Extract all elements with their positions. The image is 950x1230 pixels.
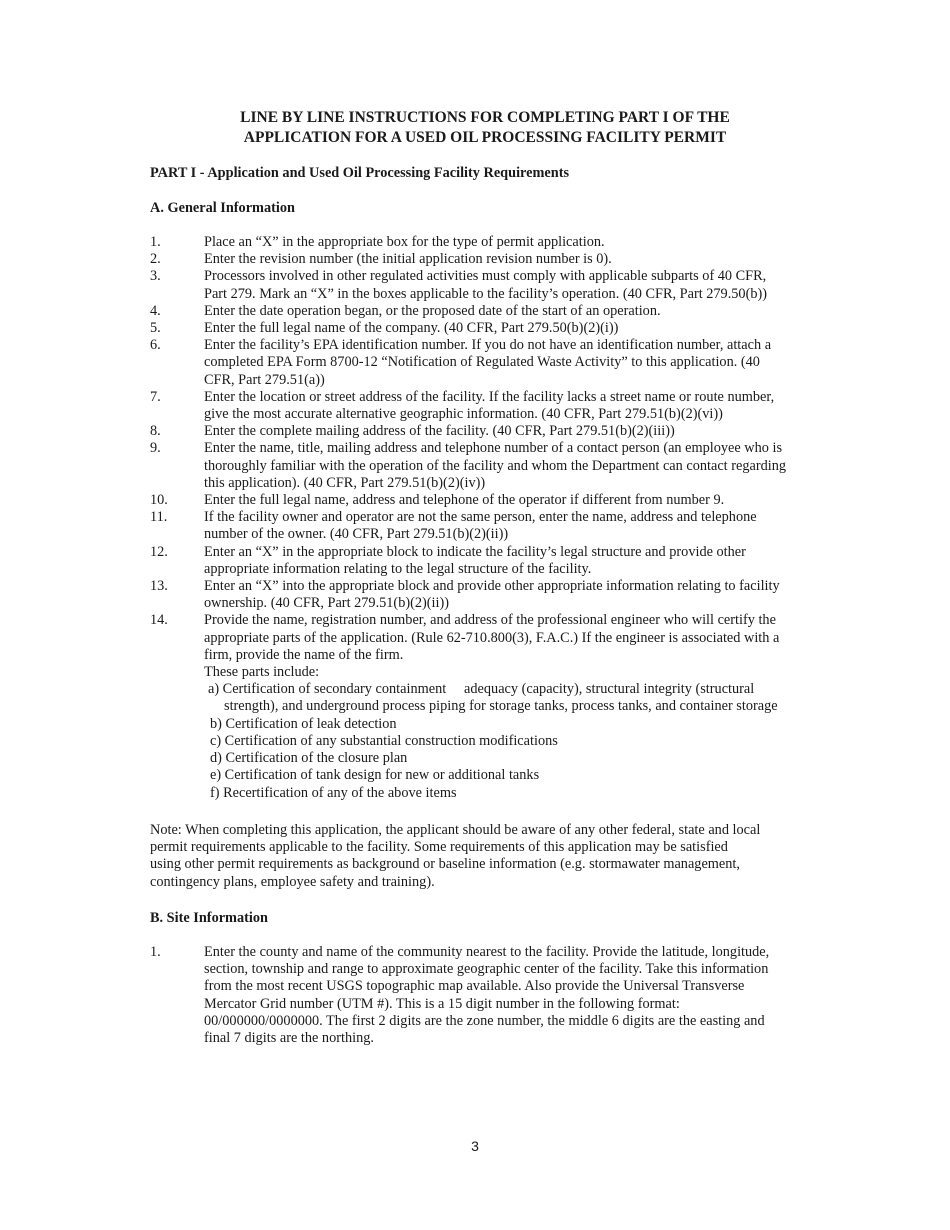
list-item: 11. If the facility owner and operator are not the same person, enter the name, address and telephone number of the owner. (40 CFR, Part 279.51(b)(2)(ii)) (150, 509, 757, 543)
document-title (150, 108, 820, 148)
list-item: 3. Processors involved in other regulated activities must comply with applicable subparts of 40 CFR, Part 279. Mark an “X” in the boxes applicable to the facility’s operation. (40 CFR, Part 279.50(b)) (150, 268, 768, 302)
certification-part: d) Certification of the closure plan (210, 750, 408, 767)
page-number: 3 (471, 1138, 479, 1154)
section-a-heading: A. General Information (150, 200, 295, 216)
note-paragraph: Note: When completing this application, the applicant should be aware of any other federal, state and local permit requirements applicable to the facility. Some requirements of this application may be satisfied using other permit requirements as background or baseline information (e.g. stormawater management, contingency plans, employee safety and training). (150, 822, 761, 890)
certification-part: a) Certification of secondary containment adequacy (capacity), structural integrity (structural (208, 681, 755, 698)
list-item: 1. Place an “X” in the appropriate box for the type of permit application. (150, 234, 605, 250)
certification-part: c) Certification of any substantial construction modifications (210, 732, 558, 749)
title-line-1: LINE BY LINE INSTRUCTIONS FOR COMPLETING PART I OF THE (240, 109, 730, 126)
list-item: 13. Enter an “X” into the appropriate block and provide other appropriate information relating to facility ownership. (40 CFR, Part 279.51(b)(2)(ii)) (150, 578, 780, 612)
section-b-list (150, 944, 830, 1047)
list-item: 8. Enter the complete mailing address of the facility. (40 CFR, Part 279.51(b)(2)(iii)) (150, 423, 675, 440)
list-item: 10. Enter the full legal name, address and telephone of the operator if different from number 9. (150, 492, 725, 509)
list-item: 4. Enter the date operation began, or the proposed date of the start of an operation. (150, 302, 661, 319)
certification-part: b) Certification of leak detection (210, 715, 397, 732)
list-item: 14. Provide the name, registration number, and address of the professional engineer who will certify the appropriate parts of the application. (Rule 62-710.800(3), F.A.C.) If the engineer is associated with a firm, provide the name of the firm. These parts include: a) Certification of secondary containment adequacy (capacity), structural integrity (structural strength), and underground process piping for storage tanks, process tanks, and container storage b) Certification of leak detection c) Certification of any substantial construction modifications d) Certification of the closure plan e) Certification of tank design for new or additional tanks f) Recertification of any of the above items (150, 612, 830, 801)
list-item: 2. Enter the revision number (the initial application revision number is 0). (150, 251, 612, 268)
list-item: 5. Enter the full legal name of the company. (40 CFR, Part 279.50(b)(2)(i)) (150, 320, 619, 337)
section-a-list (150, 234, 830, 802)
list-item: 9. Enter the name, title, mailing address and telephone number of a contact person (an employee who is thoroughly familiar with the operation of the facility and whom the Department can contact regarding this application). (40 CFR, Part 279.51(b)(2)(iv)) (150, 440, 787, 491)
list-item: 1. Enter the county and name of the community nearest to the facility. Provide the latitude, longitude, section, township and range to approximate geographic center of the facility. Take this information from the most recent USGS topographic map available. Also provide the Universal Transverse Mercator Grid number (UTM #). This is a 15 digit number in the following format: 00/000000/0000000. The first 2 digits are the zone number, the middle 6 digits are the easting and final 7 digits are the northing. (150, 944, 770, 1047)
list-item: 12. Enter an “X” in the appropriate block to indicate the facility’s legal structure and provide other appropriate information relating to the legal structure of the facility. (150, 543, 746, 577)
certification-part: f) Recertification of any of the above items (210, 784, 457, 801)
list-item: 6. Enter the facility’s EPA identification number. If you do not have an identification number, attach a completed EPA Form 8700-12 “Notification of Regulated Waste Activity” to this application. (40 CFR, Part 279.51(a)) (150, 337, 772, 388)
list-item: 7. Enter the location or street address of the facility. If the facility lacks a street name or route number, give the most accurate alternative geographic information. (40 CFR, Part 279.51(b)(2)(vi)) (150, 388, 775, 423)
part-heading: PART I - Application and Used Oil Processing Facility Requirements (150, 165, 570, 181)
title-line-2: APPLICATION FOR A USED OIL PROCESSING FACILITY PERMIT (243, 129, 727, 146)
certification-part-continued: strength), and underground process piping for storage tanks, process tanks, and container storage (224, 698, 778, 715)
section-b-heading: B. Site Information (150, 910, 268, 926)
certification-part: e) Certification of tank design for new or additional tanks (210, 767, 540, 784)
